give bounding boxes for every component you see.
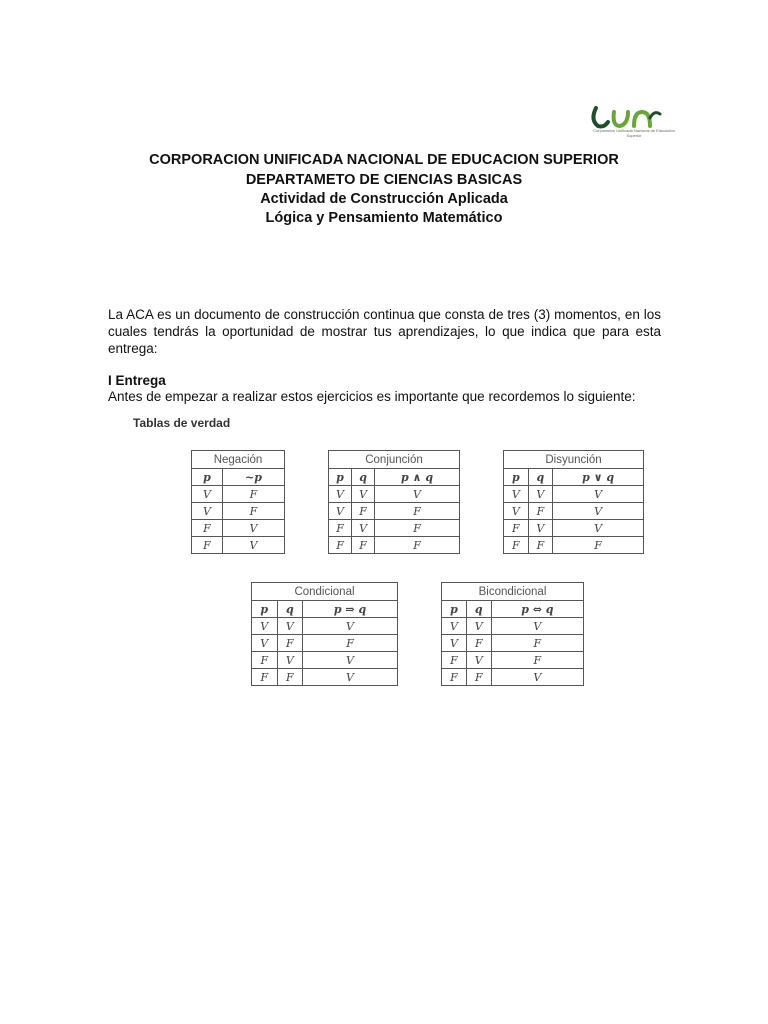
cell: F bbox=[442, 652, 467, 669]
cell: V bbox=[303, 669, 398, 686]
table-bicondicional bbox=[441, 582, 584, 686]
col-header: p bbox=[504, 469, 529, 486]
cell: F bbox=[375, 520, 460, 537]
cell: F bbox=[466, 635, 491, 652]
cell: V bbox=[222, 520, 284, 537]
col-header: q bbox=[352, 469, 375, 486]
cell: F bbox=[491, 652, 583, 669]
table-title: Conjunción bbox=[329, 451, 460, 469]
col-header: ~p bbox=[222, 469, 284, 486]
cell: V bbox=[528, 486, 553, 503]
cell: V bbox=[277, 652, 303, 669]
cell: F bbox=[222, 486, 284, 503]
table-disyuncion bbox=[503, 450, 644, 554]
header-line-2: DEPARTAMETO DE CIENCIAS BASICAS bbox=[245, 172, 523, 188]
cell: V bbox=[303, 652, 398, 669]
cell: V bbox=[466, 652, 491, 669]
cell: F bbox=[528, 537, 553, 554]
cell: F bbox=[222, 503, 284, 520]
table-condicional bbox=[251, 582, 398, 686]
cell: V bbox=[442, 618, 467, 635]
cell: V bbox=[375, 486, 460, 503]
cell: F bbox=[352, 537, 375, 554]
cell: V bbox=[504, 503, 529, 520]
table-title: Negación bbox=[192, 451, 285, 469]
cell: F bbox=[352, 503, 375, 520]
col-header: p bbox=[442, 601, 467, 618]
cell: V bbox=[553, 503, 644, 520]
header-line-3: Actividad de Construcción Aplicada bbox=[260, 191, 508, 207]
cell: F bbox=[277, 669, 303, 686]
tables-title: Tablas de verdad bbox=[133, 416, 231, 430]
cell: F bbox=[252, 669, 278, 686]
cun-logo bbox=[588, 98, 678, 148]
cell: F bbox=[491, 635, 583, 652]
logo-subtitle: Corporación Unificada Nacional de Educación Superior bbox=[593, 128, 675, 138]
cell: V bbox=[504, 486, 529, 503]
cell: F bbox=[504, 537, 529, 554]
cell: F bbox=[528, 503, 553, 520]
cell: F bbox=[192, 537, 223, 554]
header-line-1: CORPORACION UNIFICADA NACIONAL DE EDUCACION SUPERIOR bbox=[149, 152, 619, 168]
col-header: p ∧ q bbox=[375, 469, 460, 486]
cell: F bbox=[329, 537, 352, 554]
col-header: p ⇒ q bbox=[303, 601, 398, 618]
cell: V bbox=[491, 618, 583, 635]
cell: V bbox=[252, 618, 278, 635]
entrega-title: I Entrega bbox=[108, 373, 166, 388]
col-header: q bbox=[277, 601, 303, 618]
cell: F bbox=[277, 635, 303, 652]
table-title: Disyunción bbox=[504, 451, 644, 469]
cell: V bbox=[192, 486, 223, 503]
col-header: p ∨ q bbox=[553, 469, 644, 486]
cell: V bbox=[252, 635, 278, 652]
cell: F bbox=[252, 652, 278, 669]
cell: V bbox=[553, 486, 644, 503]
cell: V bbox=[466, 618, 491, 635]
cell: V bbox=[553, 520, 644, 537]
cell: F bbox=[442, 669, 467, 686]
intro-paragraph: La ACA es un documento de construcción continua que consta de tres (3) momentos, en los cuales tendrás la oportunidad de mostrar tus aprendizajes, lo que indica que para esta entrega: bbox=[108, 307, 661, 356]
entrega-text: Antes de empezar a realizar estos ejercicios es importante que recordemos lo siguiente: bbox=[108, 389, 636, 404]
cell: V bbox=[352, 520, 375, 537]
cell: V bbox=[442, 635, 467, 652]
cell: F bbox=[466, 669, 491, 686]
table-title: Bicondicional bbox=[442, 583, 584, 601]
header-line-4: Lógica y Pensamiento Matemático bbox=[265, 210, 503, 226]
cell: F bbox=[303, 635, 398, 652]
cell: F bbox=[375, 537, 460, 554]
cell: V bbox=[528, 520, 553, 537]
col-header: p ⇔ q bbox=[491, 601, 583, 618]
cell: V bbox=[303, 618, 398, 635]
cell: F bbox=[504, 520, 529, 537]
col-header: p bbox=[329, 469, 352, 486]
cell: F bbox=[329, 520, 352, 537]
cell: V bbox=[329, 486, 352, 503]
cell: F bbox=[192, 520, 223, 537]
cell: V bbox=[491, 669, 583, 686]
col-header: p bbox=[192, 469, 223, 486]
cell: F bbox=[553, 537, 644, 554]
table-negacion bbox=[191, 450, 285, 554]
cell: V bbox=[329, 503, 352, 520]
cell: V bbox=[192, 503, 223, 520]
col-header: q bbox=[466, 601, 491, 618]
col-header: p bbox=[252, 601, 278, 618]
table-conjuncion bbox=[328, 450, 460, 554]
cell: V bbox=[352, 486, 375, 503]
table-title: Condicional bbox=[252, 583, 398, 601]
cell: F bbox=[375, 503, 460, 520]
col-header: q bbox=[528, 469, 553, 486]
cell: V bbox=[222, 537, 284, 554]
cell: V bbox=[277, 618, 303, 635]
